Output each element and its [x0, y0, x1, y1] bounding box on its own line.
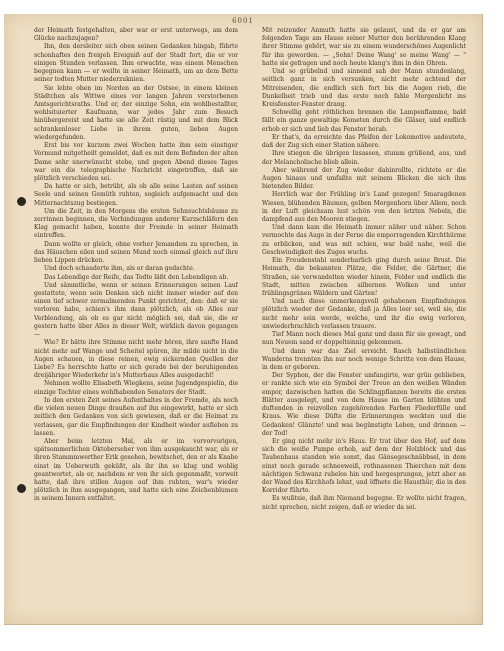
paragraph: Das Lebendige der Reife, das Todte läßt den Lebendigen ab. — [44, 273, 229, 281]
paragraph: Schwellig geht röthlichen brennen die Lampenflamme, bald fällt ein ganze gewaltige Kometen durch die Gläser, und endlich erhob er sich und lieb das Fenster herab. — [262, 109, 466, 133]
paragraph: Und so grübelnd und sinnend sah der Mann stundenlang, seitlich ganz in sich versunken, nicht mehr achtend der Mitreisenden, die endlich sich fort bis die Augen rieb, die Dunkelheit trieb und das erste noch fahle Morgenlicht ins Kreisfenster-Fenster drang. — [262, 68, 466, 108]
paragraph: Um die Zeit, in den Morgens die ersten Sehnsuchtsbäume zu zerrinnen beginnen, die Verbindungen anderer Kurzschläfern den Klag gemacht haben, konnte der Fremde in seiner Heimath eintreffen. — [34, 207, 238, 240]
paragraph: Und doch schauderte ihm, als er daran gedachte. — [44, 265, 195, 273]
paragraph: Aber beim letzten Mal, als er im vorvorvorigen, spätsommerlichen Oktoberseher von ihm ausgekaucht war, als er ihren Stammmwerther Erik gesehen, bewitschet, den er als Knabe einst im Ueberwuth geküßt, als ihr ihn so klug und wohlig geantwortet, als er, nachdem er von ihr sich gegenmaßt, vorweit hatte, daß ihre stillen Augen auf ihm ruhten, war's wieder plötzlich in ihm ausgegangen, und hatte sich eine Zeichenblumen in seinem Innern entfaltet. — [34, 437, 238, 503]
paragraph: Er ging nicht mehr in's Haus. Er trat über den Hof, auf dem sich die weiße Pumpe erhob, auf dem der Holzblock und das Taubenhaus standen wie sonst, das Gänsegeschnäbbsel, in dem einst noch gerade schneeweiß, rothnasenen Thierchen mit dem nächtigen Schwanz ruhelos hin und hergesprungen, jetzt aber an der Wand des Kirchhofs lehnt, und öffnete die Hausthür, die in den Korridor führte. — [262, 437, 466, 495]
paragraph: Dann wollte er gleich, ohne vorher Jemandem zu sprechen, in das Häuschen eilen und seinen Mund noch einmal gleich auf ihre lieben Lippen drücken. — [34, 240, 238, 265]
paragraph: Nehmen wollte Elisabeth Wiegkens, seine Jugendgespielin, die einzige Tochter eines wohlhabenden Senators der Stadt. — [34, 380, 238, 396]
paragraph: Sie lebte oben im Norden an der Ostsee, in einem kleinen Städtchen als Wittwe eines vor langen Jahren verstorbenen Amtsgerichtsraths. Und er, der einzige Sohn, ein wohlbestallter, wohlsituierter Kaufmann, war jedes Jahr zum Besuch hinübergereist und hatte sie alle Zeit rüstig und mit dem Blick schrankenloser Liebe in ihrem guten, lieben Augen wiedergefunden. — [34, 84, 238, 141]
paragraph: der Heimath festgehalten, aber war er erst unterwegs, am dem Glücke nachzujagen? — [34, 27, 238, 43]
punch-hole — [17, 484, 26, 493]
paragraph: Mit reizender Anmuth hatte sie gelaust, und da er gar am folgenden Tage am Hause seiner Mutter den berührenden Klang ihrer Stimme gehört, war sie zu einem wunderschönes Augenlicht für ihn geworden. — „Sohn! Deine Wang' so meine Wang' — " hatte sie gefragen und noch heute klang's ihm in den Ohren. — [262, 27, 466, 67]
text-column-right — [262, 27, 466, 615]
paragraph: Ihn, den dersleiter sich oben seinen Gedanken hingab, führte schonhaftes den freigeh Ereigniß auf der Stadt fort, die er vor einigen Stunden verlassen. Ihm erwachte, was einem Menschen begegnen kann — er weilte in seiner Heimath, um an dem Bette seiner todten Mutter niederzuknien. — [34, 43, 238, 84]
paragraph: Und nach diese unmerkengsvoll gehabenen Empfindungen plötzlich wieder der Gedanke, daß ja Alles leer sei, weil sie, die nicht mehr sein werde, welche, und ihr die ewig verloren, unwiederbrachlich verlassen trauere. — [262, 298, 466, 330]
punch-hole — [17, 197, 26, 206]
paragraph: In den ersten Zeit seines Aufenthaltes in der Fremde, als noch die vielen neuen Dinge draußen auf ihn eingewirkt, hatte er sich zeitlich den Gedanken von sich gewiesen, daß er die Heimat zu verlassen, gar die Empfindungen der Kindheit wieder aufleben zu lassen. — [34, 396, 238, 437]
paragraph: Aber während der Zug wieder dahinrollte, richtete er die Augen hinaus und umfaßte mit seinem Blicken die sich ihm bietenden Bilder. — [262, 166, 466, 191]
newspaper-page — [4, 14, 483, 625]
paragraph: Erst bis vor kurzem zwei Wochen hatte ihm sein einstiger Vormund mitgetheilt gemeldet, daß es mit dem Befinden der alten Dame sehr unerwünscht stehe, und gegen Abend dieses Tages war ein die telegraphische Nachricht eingetroffen, daß sie plötzlich verschieden sei. — [34, 142, 238, 182]
paragraph: Und sämmtliche, wenn er seinen Erinnerungen seinen Lauf gestattete, wenn sein Denken sich nicht immer wieder auf den einen tief schwer zermalmenden Punkt gerichtet, den: daß er sie verloren habe, schien's ihm dann plötzlich, als ob Alles nur Verblendung, als ob es gar nicht möglich sei, daß sie, die er gestern hatte über Alles in dieser Welt, wirklich davon gegangen — — [34, 281, 238, 339]
text-column-left — [34, 27, 238, 615]
paragraph: Der Syphon, der die Fenster umfangirte, war grün geblieben, er rankte sich wie ein Symbol der Treue an den weißen Wänden empor, dazwischen hatten die Schlingpflanzen bereits die ersten Blätter ausgelegt, und von dem Hause im Garten blühten und duftenden in reizvollen zugehörenden Farben Fliederfülle und Kraus. Wie diese Düfte die Erinnerungen weckten und die Gedanken! Glänzte! und was begünstigte Leben, und drinnen — der Tod! — [262, 372, 466, 437]
paragraph: Ein Freudenstahl sonderbarlich ging durch seine Brust. Die Heimath, die bekannten Plätze, die Felder, die Gärtner, die Straßen, sie verwandelten wieder hinein, Felder und endlich die Stadt, mitten zwischen silbernen Wolken und unter frühlingsgrünen Wäldern und Gärten! — [262, 257, 466, 297]
paragraph: Herrlich war der Frühling in's Land gezogen! Smaragdenen Wiesen, blühenden Bäumen, gelben Morgenhorn über Allem, noch in der Luft gleichsam lust schön von den letzten Nebeln, die dampfend aus den Mooren stiegen. — [262, 191, 466, 224]
paragraph: Wie? Er hätte ihre Stimme nicht mehr hören, ihre sanfte Hand nicht mehr auf Wange und Scheitel spüren, ihr milde nicht in die Augen schauen, in diese reinen, ewig sickernden Quellen der Liebe? Es herrschte hatte er sich gerade bei der beruhigenden dreijähriger Wiederkehr in's Mutterhaus Alles ausgedacht! — [34, 339, 238, 380]
paragraph: Und dann kam die Heimath immer näher und näher. Schon vermochte das Auge in der Ferne die emporragenden Kirchthürme zu erblicken, und was mit schien, war bald nahe, weil die Geschwindigkeit des Zuges wuchs. — [262, 224, 466, 256]
paragraph: Da hatte er sich, betrübt, als ob alle seine Lasten auf seinen Seele und seinen Gemüth ruhten, sogleich aufgemacht und den Mitternachtszug bestiegen. — [34, 183, 238, 207]
page-number: 6001 — [232, 17, 254, 25]
paragraph: Tief Mann noch dieses Mal ganz und dann für sie gewagt, und nun Neuem sand er doppeltsinnig gekommen. — [262, 331, 466, 347]
paragraph: Und dann war das Ziel erreicht. Rasch halbstündlichen Wanderns trennten ihn nur noch wenige Schritte von dem Hause, in dem er geboren. — [262, 347, 466, 371]
paragraph: Es wußtsie, daß ihm Niemand begegne. Er wollte nicht fragen, nicht sprechen, nicht zeigen, daß er wieder da sei. — [262, 495, 466, 511]
paragraph: Er that's, da erreichte das Pfeifen der Lokomotive andeutete, daß der Zug sich einer Station nähere. — [262, 133, 466, 150]
paragraph: Ihre stiegen die übrigen Insassen, stumm grüßend, aus, und der Melancholische blieb allein. — [262, 150, 466, 166]
